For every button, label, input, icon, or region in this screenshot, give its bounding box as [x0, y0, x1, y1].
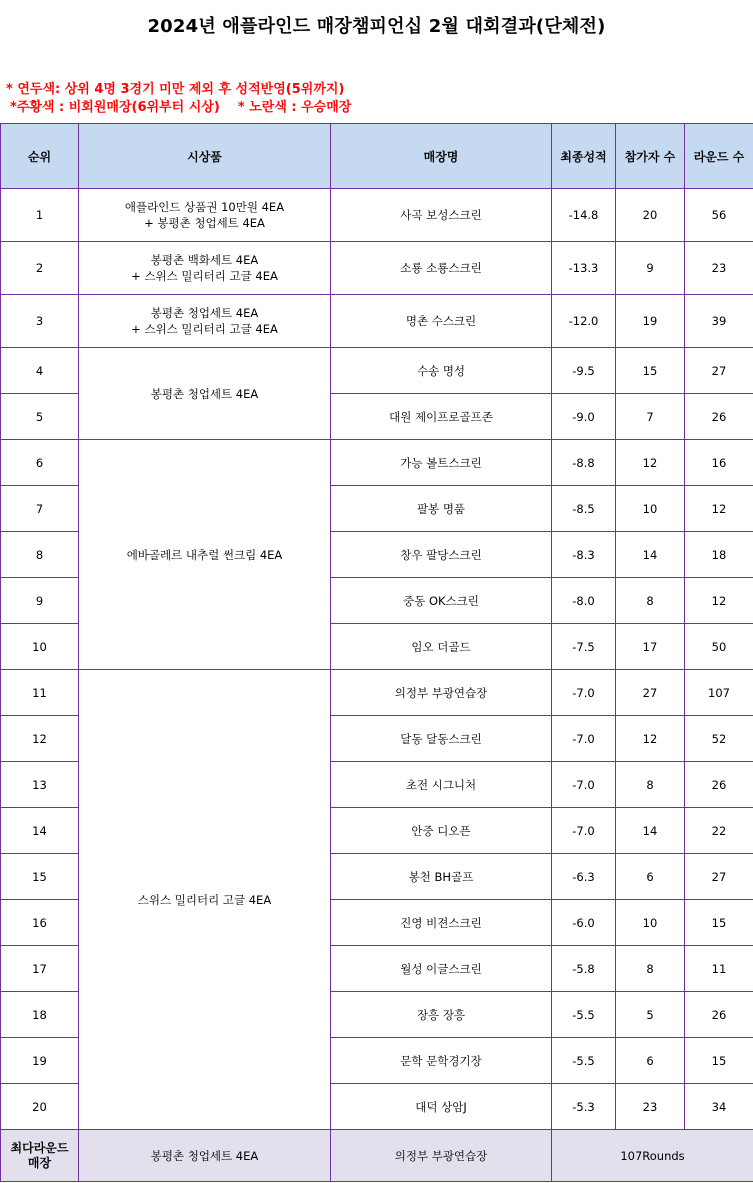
prize-cell: 에바골레르 내추럴 썬크림 4EA — [79, 440, 331, 670]
page-title: 2024년 애플라인드 매장챔피언십 2월 대회결과(단체전) — [147, 16, 606, 37]
most-rounds-prize: 봉평촌 청업세트 4EA — [79, 1130, 331, 1182]
rank-cell: 11 — [1, 670, 79, 716]
rank-cell: 2 — [1, 242, 79, 295]
participants-cell: 15 — [616, 348, 685, 394]
table-row — [1, 670, 753, 716]
participants-cell: 10 — [616, 900, 685, 946]
rounds-cell: 27 — [685, 854, 753, 900]
prize-cell — [79, 189, 331, 242]
score-cell: -7.0 — [552, 762, 616, 808]
rounds-cell: 39 — [685, 295, 753, 348]
rounds-cell: 15 — [685, 1038, 753, 1084]
prize-line: + 스위스 밀리터리 고글 4EA — [131, 269, 278, 283]
rank-cell: 12 — [1, 716, 79, 762]
store-cell: 팔봉 명품 — [331, 486, 552, 532]
note-orange-yellow — [10, 96, 351, 115]
store-cell: 의정부 부광연습장 — [331, 670, 552, 716]
score-cell: -8.8 — [552, 440, 616, 486]
participants-cell: 12 — [616, 716, 685, 762]
participants-cell: 8 — [616, 578, 685, 624]
store-cell: 가능 볼트스크린 — [331, 440, 552, 486]
rounds-cell: 27 — [685, 348, 753, 394]
participants-cell: 5 — [616, 992, 685, 1038]
rank-cell: 8 — [1, 532, 79, 578]
rounds-cell: 107 — [685, 670, 753, 716]
score-cell: -5.3 — [552, 1084, 616, 1130]
score-cell: -7.0 — [552, 716, 616, 762]
participants-cell: 9 — [616, 242, 685, 295]
store-cell: 초전 시그니처 — [331, 762, 552, 808]
store-cell: 창우 팔당스크린 — [331, 532, 552, 578]
rank-cell: 5 — [1, 394, 79, 440]
rounds-cell: 22 — [685, 808, 753, 854]
table-row — [1, 295, 753, 348]
rank-cell: 4 — [1, 348, 79, 394]
rounds-cell: 26 — [685, 394, 753, 440]
participants-cell: 19 — [616, 295, 685, 348]
most-rounds-label-line: 매장 — [27, 1155, 52, 1170]
rank-cell: 20 — [1, 1084, 79, 1130]
rank-cell: 18 — [1, 992, 79, 1038]
rank-cell: 3 — [1, 295, 79, 348]
rank-cell: 17 — [1, 946, 79, 992]
participants-cell: 14 — [616, 808, 685, 854]
score-cell: -6.3 — [552, 854, 616, 900]
score-cell: -9.5 — [552, 348, 616, 394]
most-rounds-label-line: 최다라운드 — [10, 1140, 69, 1155]
score-cell: -6.0 — [552, 900, 616, 946]
col-header-score: 최종성적 — [552, 124, 616, 189]
participants-cell: 20 — [616, 189, 685, 242]
participants-cell: 23 — [616, 1084, 685, 1130]
score-cell: -9.0 — [552, 394, 616, 440]
rank-cell: 9 — [1, 578, 79, 624]
score-cell: -7.0 — [552, 670, 616, 716]
score-cell: -7.5 — [552, 624, 616, 670]
table-row — [1, 189, 753, 242]
rounds-cell: 11 — [685, 946, 753, 992]
rank-cell: 7 — [1, 486, 79, 532]
score-cell: -13.3 — [552, 242, 616, 295]
rounds-cell: 16 — [685, 440, 753, 486]
prize-line: 봉평촌 백화세트 4EA — [150, 253, 259, 267]
prize-line: + 봉평촌 청업세트 4EA — [144, 216, 265, 230]
rounds-cell: 50 — [685, 624, 753, 670]
table-row — [1, 348, 753, 394]
store-cell: 임오 더골드 — [331, 624, 552, 670]
score-cell: -8.0 — [552, 578, 616, 624]
rounds-cell: 18 — [685, 532, 753, 578]
rounds-cell: 52 — [685, 716, 753, 762]
rounds-cell: 26 — [685, 992, 753, 1038]
score-cell: -5.5 — [552, 992, 616, 1038]
score-cell: -8.5 — [552, 486, 616, 532]
prize-line: + 스위스 밀리터리 고글 4EA — [131, 322, 278, 336]
col-header-store: 매장명 — [331, 124, 552, 189]
store-cell: 사곡 보성스크린 — [331, 189, 552, 242]
most-rounds-store: 의정부 부광연습장 — [331, 1130, 552, 1182]
rounds-cell: 34 — [685, 1084, 753, 1130]
table-row — [1, 242, 753, 295]
prize-cell — [79, 295, 331, 348]
prize-cell: 봉평촌 청업세트 4EA — [79, 348, 331, 440]
prize-line: 애플라인드 상품권 10만원 4EA — [124, 200, 285, 214]
store-cell: 소룡 소룡스크린 — [331, 242, 552, 295]
rank-cell: 10 — [1, 624, 79, 670]
rounds-cell: 12 — [685, 486, 753, 532]
store-cell: 달동 달동스크린 — [331, 716, 552, 762]
participants-cell: 12 — [616, 440, 685, 486]
store-cell: 안중 디오픈 — [331, 808, 552, 854]
rank-cell: 14 — [1, 808, 79, 854]
store-cell: 월성 이글스크린 — [331, 946, 552, 992]
most-rounds-label — [1, 1130, 79, 1182]
results-table — [0, 123, 753, 1182]
score-cell: -14.8 — [552, 189, 616, 242]
note-orange: *주황색 : 비회원매장(6위부터 시상) — [10, 100, 220, 115]
rank-cell: 19 — [1, 1038, 79, 1084]
rounds-cell: 23 — [685, 242, 753, 295]
prize-line: 봉평촌 청업세트 4EA — [150, 306, 259, 320]
participants-cell: 10 — [616, 486, 685, 532]
rank-cell: 6 — [1, 440, 79, 486]
participants-cell: 27 — [616, 670, 685, 716]
note-light-green: * 연두색: 상위 4명 3경기 미만 제외 후 성적반영(5위까지) — [6, 82, 345, 97]
score-cell: -12.0 — [552, 295, 616, 348]
participants-cell: 14 — [616, 532, 685, 578]
prize-cell: 스위스 밀리터리 고글 4EA — [79, 670, 331, 1130]
store-cell: 장흥 장흥 — [331, 992, 552, 1038]
rounds-cell: 15 — [685, 900, 753, 946]
participants-cell: 7 — [616, 394, 685, 440]
col-header-participants: 참가자 수 — [616, 124, 685, 189]
table-row — [1, 440, 753, 486]
rounds-cell: 12 — [685, 578, 753, 624]
store-cell: 중동 OK스크린 — [331, 578, 552, 624]
store-cell: 대원 제이프로골프존 — [331, 394, 552, 440]
participants-cell: 17 — [616, 624, 685, 670]
rounds-cell: 56 — [685, 189, 753, 242]
score-cell: -5.5 — [552, 1038, 616, 1084]
store-cell: 문학 문학경기장 — [331, 1038, 552, 1084]
rank-cell: 1 — [1, 189, 79, 242]
col-header-rounds: 라운드 수 — [685, 124, 753, 189]
rank-cell: 16 — [1, 900, 79, 946]
col-header-rank: 순위 — [1, 124, 79, 189]
participants-cell: 6 — [616, 854, 685, 900]
most-rounds-row — [1, 1130, 753, 1182]
note-yellow: * 노란색 : 우승매장 — [237, 100, 352, 115]
score-cell: -5.8 — [552, 946, 616, 992]
rounds-cell: 26 — [685, 762, 753, 808]
most-rounds-count: 107Rounds — [552, 1130, 753, 1182]
participants-cell: 8 — [616, 762, 685, 808]
store-cell: 수송 명성 — [331, 348, 552, 394]
participants-cell: 6 — [616, 1038, 685, 1084]
rank-cell: 15 — [1, 854, 79, 900]
store-cell: 진영 비젼스크린 — [331, 900, 552, 946]
header-row — [1, 124, 753, 189]
score-cell: -7.0 — [552, 808, 616, 854]
prize-cell — [79, 242, 331, 295]
store-cell: 봉천 BH골프 — [331, 854, 552, 900]
store-cell: 명촌 수스크린 — [331, 295, 552, 348]
store-cell: 대덕 상암J — [331, 1084, 552, 1130]
rank-cell: 13 — [1, 762, 79, 808]
col-header-prize: 시상품 — [79, 124, 331, 189]
participants-cell: 8 — [616, 946, 685, 992]
score-cell: -8.3 — [552, 532, 616, 578]
